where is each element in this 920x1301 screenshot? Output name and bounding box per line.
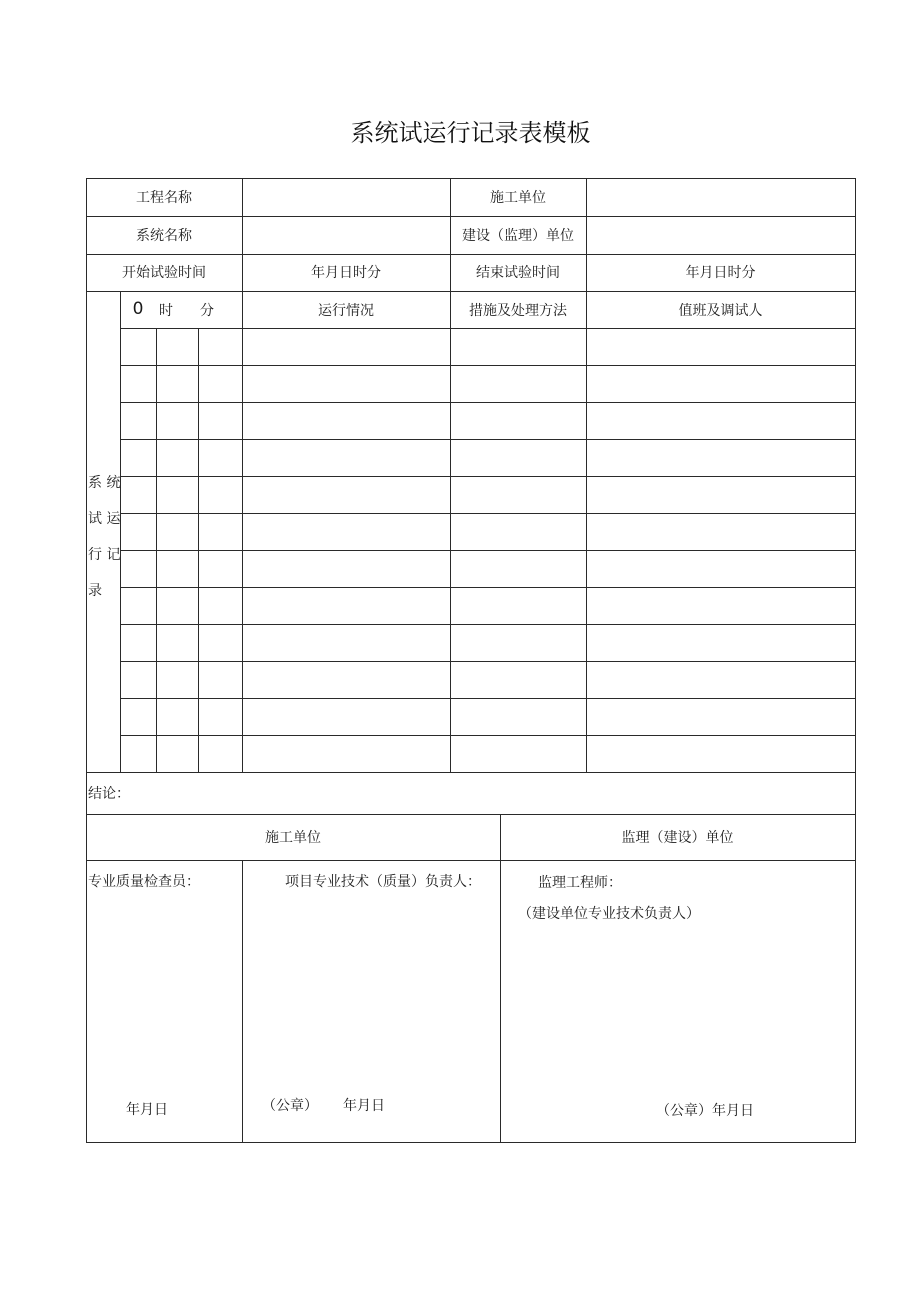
inspector-label: 专业质量检查员： — [88, 874, 200, 890]
table-border-top — [86, 178, 856, 179]
supervisor-seal-date: （公章）年月日 — [656, 1103, 754, 1119]
row-divider — [120, 550, 856, 551]
col-divider — [242, 291, 243, 772]
side-label-line-3: 行 记 — [88, 547, 121, 563]
row-divider — [120, 402, 856, 403]
row-divider — [120, 328, 856, 329]
start-time-value[interactable]: 年月日时分 — [311, 265, 381, 281]
side-label-line-1: 系 统 — [88, 475, 121, 491]
system-name-label: 系统名称 — [136, 228, 192, 244]
project-name-label: 工程名称 — [136, 190, 192, 206]
tech-lead-date: 年月日 — [343, 1098, 385, 1114]
row-divider — [120, 476, 856, 477]
row-divider — [120, 365, 856, 366]
end-time-value[interactable]: 年月日时分 — [685, 265, 756, 281]
row-divider — [120, 587, 856, 588]
col-divider — [120, 291, 121, 772]
inspector-date: 年月日 — [126, 1102, 168, 1118]
row-divider — [86, 254, 856, 255]
col-divider — [500, 814, 501, 1142]
column-status-header: 运行情况 — [318, 303, 374, 319]
side-label-line-4: 录 — [88, 583, 102, 599]
table-border-bottom — [86, 1142, 856, 1143]
row-divider — [86, 860, 856, 861]
row-divider — [120, 661, 856, 662]
table-border-left — [86, 178, 87, 1143]
signoff-supervision-unit: 监理（建设）单位 — [621, 830, 734, 846]
col-divider — [450, 291, 451, 772]
tech-lead-label: 项目专业技术（质量）负责人： — [285, 874, 481, 890]
col-divider — [198, 328, 199, 772]
page-title: 系统试运行记录表模板 — [350, 119, 591, 147]
row-divider — [120, 624, 856, 625]
row-divider — [120, 513, 856, 514]
col-divider — [156, 328, 157, 772]
end-time-label: 结束试验时间 — [476, 265, 560, 281]
tech-lead-seal: （公章） — [262, 1098, 318, 1114]
side-label-line-2: 试 运 — [88, 511, 121, 527]
row-divider — [120, 698, 856, 699]
row-divider — [120, 735, 856, 736]
signoff-construction-unit: 施工单位 — [265, 830, 321, 846]
column-minute-header: 分 — [200, 303, 214, 319]
col-divider — [242, 860, 243, 1142]
column-duty-header: 值班及调试人 — [678, 303, 763, 319]
row-divider — [120, 439, 856, 440]
column-day-header: 0 — [132, 299, 144, 319]
start-time-label: 开始试验时间 — [122, 265, 206, 281]
supervisor-label: 监理工程师： — [538, 875, 622, 891]
row-divider — [86, 291, 856, 292]
row-divider — [86, 814, 856, 815]
supervisor-sub-label: （建设单位专业技术负责人） — [518, 906, 700, 922]
conclusion-label: 结论： — [88, 786, 130, 802]
column-hour-header: 时 — [159, 303, 173, 319]
row-divider — [86, 216, 856, 217]
construction-unit-label: 施工单位 — [490, 190, 546, 206]
column-measures-header: 措施及处理方法 — [469, 303, 567, 319]
owner-supervisor-label: 建设（监理）单位 — [462, 228, 574, 244]
table-border-right — [855, 178, 856, 1143]
row-divider — [86, 772, 856, 773]
